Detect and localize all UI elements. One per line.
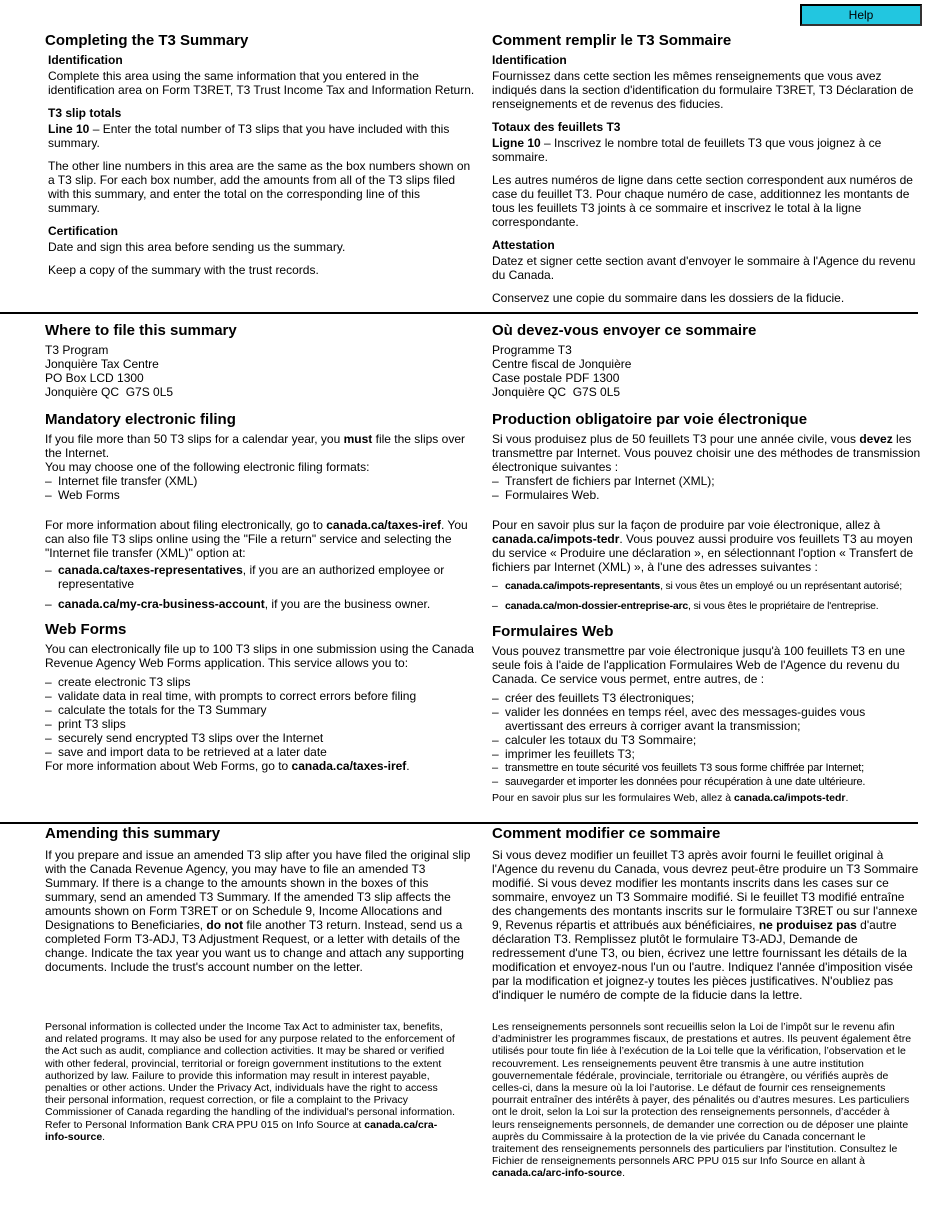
list-item: – sauvegarder et importer les données pour récupération à une date ultérieure. [492, 775, 922, 789]
arc-info-source-link[interactable]: canada.ca/arc-info-source [492, 1167, 623, 1180]
dossier-entreprise-link[interactable]: canada.ca/mon-dossier-entreprise-arc [505, 600, 689, 612]
where-to-file-title: Où devez-vous envoyer ce sommaire [492, 322, 757, 339]
web-forms-more: Pour en savoir plus sur les formulaires Web, allez à canada.ca/impots-tedr. [492, 792, 849, 804]
certification-text: Datez et signer cette section avant d'envoyer le sommaire à l'Agence du revenu du Canada. [492, 254, 916, 282]
certification-text: Date and sign this area before sending us the summary. [48, 240, 346, 254]
formats-list [492, 474, 922, 502]
list-item: – Formulaires Web. [492, 488, 922, 502]
help-button[interactable]: Help [800, 4, 922, 26]
web-forms-title: Web Forms [45, 621, 127, 638]
privacy-text: Personal information is collected under the Income Tax Act to administer tax, benefits, and related programs. It may also be used for any purpose related to the enforcement of the Act such as audit, compliance and collection activities. It may be shared or verified with other federal, provincial, territorial or foreign government institutions to the extent authorized by law. Failure to provide this information may result in interest payable, penalties or other actions. Under the Privacy Act, individuals have the right to access their personal information, request correction, or file a complaint to the Privacy Commissioner of Canada regarding the handling of the individual's personal information. Refer to Personal Information Bank CRA PPU 015 on Info Source at canada.ca/cra-info-source. [45, 1021, 455, 1143]
amending-text: If you prepare and issue an amended T3 slip after you have filed the original slip with the Canada Revenue Agency, you may have to file an amended T3 Summary. If there is a change to the amounts shown in the boxes of this summary, send an amended T3 Summary. If the amended T3 slip affects the amounts shown on Form T3RET or on Schedule 9, Income Allocations and Designations to Beneficiaries, do not file another T3 return. Instead, send us a completed Form T3-ADJ, T3 Adjustment Request, or a letter with details of the change. Indicate the tax year you want us to change and attach any supporting documents. Include the trust's account number on the letter. [45, 848, 471, 974]
taxes-iref-link[interactable]: canada.ca/taxes-iref [326, 518, 441, 532]
mandatory-efiling-title: Mandatory electronic filing [45, 411, 236, 428]
completing-section-en [45, 32, 475, 286]
amending-title: Comment modifier ce sommaire [492, 825, 721, 842]
list-item: – Transfert de fichiers par Internet (XML); [492, 474, 922, 488]
mailing-address: T3 Program Jonquière Tax Centre PO Box LCD 1300 Jonquière QC G7S 0L5 [45, 343, 174, 399]
certification-heading: Certification [48, 224, 119, 238]
list-item: – valider les données en temps réel, avec des messages-guides vous avertissant des erreurs à corriger avant la transmission; [492, 705, 922, 733]
identification-heading: Identification [492, 53, 567, 67]
filing-sections-en [45, 322, 475, 782]
list-item: – Web Forms [45, 488, 475, 502]
identification-heading: Identification [48, 53, 123, 67]
privacy-notice-en [45, 1021, 455, 1143]
keep-copy-text: Conservez une copie du sommaire dans les dossiers de la fiducie. [492, 291, 845, 305]
other-lines-text: The other line numbers in this area are the same as the box numbers shown on a T3 slip. For each box number, add the amounts from all of the T3 slips filed with this summary, and enter the total on the corresponding line of this summary. [48, 159, 471, 215]
formats-list [45, 474, 475, 502]
list-item: – securely send encrypted T3 slips over the Internet [45, 731, 475, 745]
line10-text: Line 10 – Enter the total number of T3 slips that you have included with this summary. [48, 122, 450, 150]
mandatory-efiling-title: Production obligatoire par voie électronique [492, 411, 808, 428]
completing-section-fr [492, 32, 922, 314]
efiling-links-list [492, 579, 922, 613]
list-item: – calculate the totals for the T3 Summary [45, 703, 475, 717]
mailing-address: Programme T3 Centre fiscal de Jonquière Case postale PDF 1300 Jonquière QC G7S 0L5 [492, 343, 632, 399]
list-item: – validate data in real time, with prompts to correct errors before filing [45, 689, 475, 703]
amending-text: Si vous devez modifier un feuillet T3 après avoir fourni le feuillet original à l'Agence du revenu du Canada, vous devrez peut-être produire un T3 Sommaire modifié. Si vous devez modifier les montants inscrits dans les cases sur ce sommaire, envoyez un T3 Sommaire modifié. Si le feuillet T3 modifié entraîne des changements des montants inscrits sur le formulaire T3RET ou sur l'annexe 9, Revenus répartis et attribués aux bénéficiaires, ne produisez pas d'autre déclaration T3. Remplissez plutôt le formulaire T3-ADJ, Demande de redressement d'une T3, ou bien, écrivez une lettre fournissant les détails de la modification et envoyez-nous l'un ou l'autre. Indiquez l'année d'imposition visée par la modification et joignez-y toutes les pièces justificatives. N'oubliez pas d'indiquer le numéro de compte de la fiducie dans la lettre. [492, 848, 919, 1002]
list-item: – print T3 slips [45, 717, 475, 731]
taxes-iref-link[interactable]: canada.ca/taxes-iref [291, 759, 407, 773]
divider [0, 312, 918, 314]
representatives-link[interactable]: canada.ca/taxes-representatives [58, 563, 243, 577]
business-account-link[interactable]: canada.ca/my-cra-business-account [58, 597, 265, 611]
mandatory-efiling-text: If you file more than 50 T3 slips for a calendar year, you must file the slips over the Internet. [45, 432, 465, 460]
representants-link[interactable]: canada.ca/impots-representants [505, 580, 661, 592]
efiling-info-text: Pour en savoir plus sur la façon de produire par voie électronique, allez à canada.ca/impots-tedr. Vous pouvez aussi produire vos feuillets T3 au moyen du service « Produire une déclaration », en sélectionnant l'option « Transfert de fichiers par Internet (XML) », à l'une des adresses suivantes : [492, 518, 914, 574]
mandatory-efiling-text: Si vous produisez plus de 50 feuillets T3 pour une année civile, vous devez les transmettre par Internet. Vous pouvez choisir une des méthodes de transmission électronique suivantes : [492, 432, 921, 474]
line10-text: Ligne 10 – Inscrivez le nombre total de feuillets T3 que vous joignez à ce sommaire. [492, 136, 882, 164]
efiling-info-text: For more information about filing electronically, go to canada.ca/taxes-iref. You can also file T3 slips online using the "File a return" service and selecting the "Internet file transfer (XML)" option at: [45, 518, 468, 560]
list-item: – create electronic T3 slips [45, 675, 475, 689]
efiling-links-list [45, 563, 475, 611]
list-item: – imprimer les feuillets T3; [492, 747, 922, 761]
list-item: – canada.ca/mon-dossier-entreprise-arc, si vous êtes le propriétaire de l'entreprise. [492, 599, 922, 613]
list-item: – transmettre en toute sécurité vos feuillets T3 sous forme chiffrée par Internet; [492, 761, 922, 775]
privacy-notice-fr [492, 1021, 912, 1180]
impots-tedr-link[interactable]: canada.ca/impots-tedr [492, 532, 620, 546]
list-item: – calculer les totaux du T3 Sommaire; [492, 733, 922, 747]
list-item: – canada.ca/impots-representants, si vous êtes un employé ou un représentant autorisé; [492, 579, 922, 593]
other-lines-text: Les autres numéros de ligne dans cette section correspondent aux numéros de case du feuillet T3. Pour chaque numéro de case, additionnez les montants de tous les feuillets T3 joints à ce sommaire et inscrivez le total à la ligne correspondante. [492, 173, 913, 229]
divider [0, 822, 918, 824]
identification-text: Fournissez dans cette section les mêmes renseignements que vous avez indiqués dans la section d'identification du formulaire T3RET, T3 Déclaration de renseignements et de revenus des fiducies. [492, 69, 914, 111]
list-item: – canada.ca/my-cra-business-account, if you are the business owner. [45, 597, 475, 611]
identification-text: Complete this area using the same information that you entered in the identification area on Form T3RET, T3 Trust Income Tax and Information Return. [48, 69, 475, 97]
privacy-text: Les renseignements personnels sont recueillis selon la Loi de l’impôt sur le revenu afin d’administrer les programmes fiscaux, de prestations et autres. Ils peuvent également être utilisés pour toute fin liée à l’exécution de la Loi telle que la vérification, l’observation et le recouvrement. Les renseignements peuvent être transmis à une autre institution gouvernementale fédérale, provinciale, territoriale ou étrangère, ou vérifiés auprès de celles-ci, dans la mesure où la loi l’autorise. Le défaut de fournir ces renseignements pourrait entraîner des intérêts à payer, des pénalités ou d’autres mesures. Les particuliers ont le droit, selon la Loi sur la protection des renseignements personnels, d’accéder à leurs renseignements personnels, de demander une correction ou de déposer une plainte auprès du Commissaire à la protection de la vie privée du Canada concernant le traitement des renseignements personnels des particuliers par l'institution. Consultez le Fichier de renseignements personnels ARC PPU 015 sur Info Source en allant à canada.ca/arc-info-source. [492, 1021, 912, 1180]
section-title: Completing the T3 Summary [45, 32, 249, 49]
slip-totals-heading: Totaux des feuillets T3 [492, 120, 621, 134]
where-to-file-title: Where to file this summary [45, 322, 237, 339]
formats-intro: You may choose one of the following electronic filing formats: [45, 460, 370, 474]
slip-totals-heading: T3 slip totals [48, 106, 122, 120]
web-forms-title: Formulaires Web [492, 623, 614, 640]
keep-copy-text: Keep a copy of the summary with the trust records. [48, 263, 319, 277]
certification-heading: Attestation [492, 238, 555, 252]
filing-sections-fr [492, 322, 922, 814]
web-forms-list [45, 675, 475, 759]
impots-tedr-link[interactable]: canada.ca/impots-tedr [734, 792, 846, 804]
amending-section-en [45, 825, 475, 983]
web-forms-more: For more information about Web Forms, go to canada.ca/taxes-iref. [45, 759, 410, 773]
web-forms-list [492, 691, 922, 789]
web-forms-intro: Vous pouvez transmettre par voie électronique jusqu'à 100 feuillets T3 en une seule fois à l'aide de l'application Formulaires Web de l'Agence du revenu du Canada. Ce service vous permet, entre autres, de : [492, 644, 905, 686]
web-forms-intro: You can electronically file up to 100 T3 slips in one submission using the Canada Revenue Agency Web Forms application. This service allows you to: [45, 642, 474, 670]
section-title: Comment remplir le T3 Sommaire [492, 32, 732, 49]
amending-section-fr [492, 825, 922, 1011]
list-item: – Internet file transfer (XML) [45, 474, 475, 488]
list-item: – canada.ca/taxes-representatives, if you are an authorized employee or representative [45, 563, 475, 591]
cra-info-source-link[interactable]: canada.ca/cra-info-source [45, 1118, 438, 1143]
list-item: – créer des feuillets T3 électroniques; [492, 691, 922, 705]
amending-title: Amending this summary [45, 825, 221, 842]
list-item: – save and import data to be retrieved at a later date [45, 745, 475, 759]
